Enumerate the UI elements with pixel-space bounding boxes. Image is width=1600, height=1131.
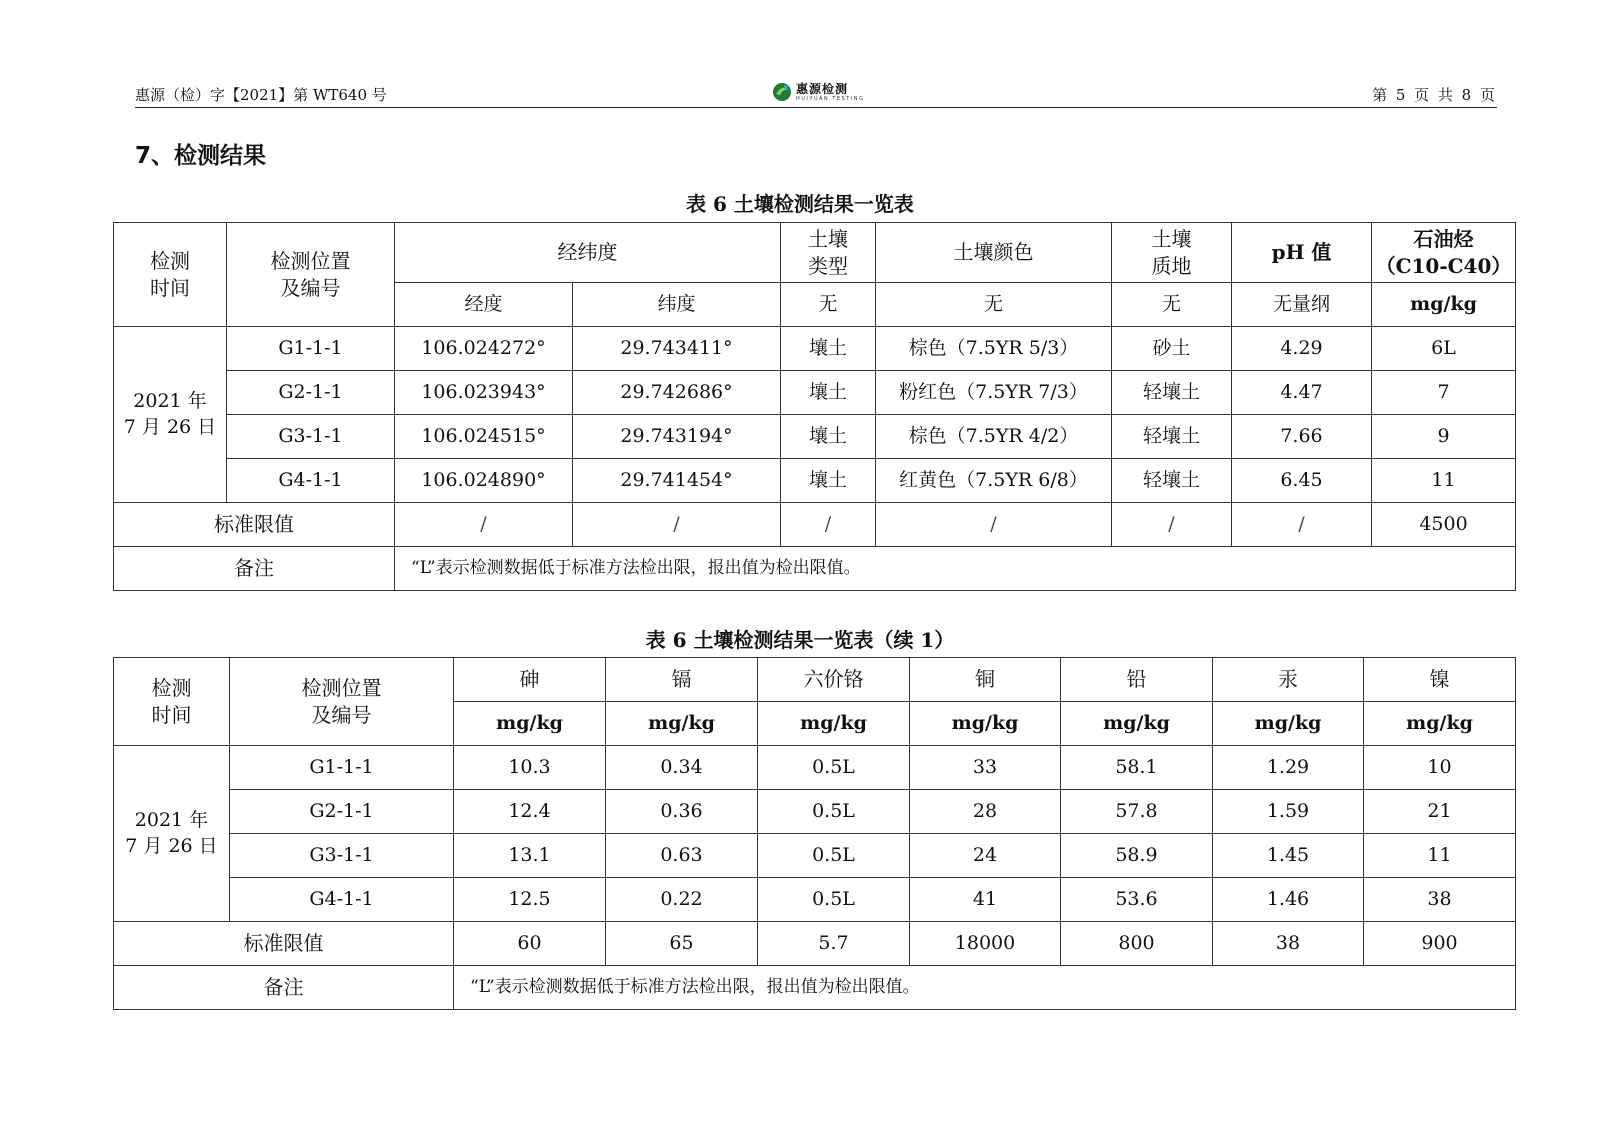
standard-limit-label: 标准限值 [114,922,454,966]
cell-latitude: 29.741454° [573,459,781,503]
cell-soil-texture: 轻壤土 [1112,371,1232,415]
table-row [114,371,1516,415]
standard-limit-value: 900 [1364,922,1516,966]
logo-en-text: HUIYUAN TESTING [796,95,865,102]
table1-caption: 表 6 土壤检测结果一览表 [686,192,914,216]
cell-soil-type: 壤土 [781,327,876,371]
table-row [114,790,1516,834]
cell-petroleum: 7 [1372,371,1516,415]
standard-limit-value: / [1232,503,1372,547]
header-petroleum: 石油烃 （C10-C40） [1372,223,1516,283]
standard-limit-value: / [1112,503,1232,547]
cell-ph: 7.66 [1232,415,1372,459]
doc-number: 惠源（检）字【2021】第 WT640 号 [135,86,387,104]
unit-ph: 无量纲 [1232,283,1372,327]
cell-location: G3-1-1 [227,415,395,459]
standard-limit-value: 60 [454,922,606,966]
header-copper: 铜 [910,658,1061,702]
header-lead: 铅 [1061,658,1213,702]
cell-value: 12.4 [454,790,606,834]
header-nickel: 镍 [1364,658,1516,702]
cell-location: G4-1-1 [230,878,454,922]
unit-cell: mg/kg [910,702,1061,746]
cell-value: 41 [910,878,1061,922]
unit-cell: mg/kg [454,702,606,746]
header-ph: pH 值 [1232,223,1372,283]
standard-limit-value: 38 [1213,922,1364,966]
logo-icon [771,82,793,102]
cell-value: 28 [910,790,1061,834]
header-mercury: 汞 [1213,658,1364,702]
unit-longitude: 经度 [395,283,573,327]
cell-value: 0.63 [606,834,758,878]
cell-soil-texture: 砂土 [1112,327,1232,371]
table-row [114,327,1516,371]
header-time: 检测 时间 [114,658,230,746]
cell-value: 21 [1364,790,1516,834]
unit-cell: mg/kg [1364,702,1516,746]
standard-limit-value: / [573,503,781,547]
cell-location: G4-1-1 [227,459,395,503]
cell-value: 0.22 [606,878,758,922]
cell-value: 57.8 [1061,790,1213,834]
heavy-metals-table [113,657,1516,1010]
cell-value: 53.6 [1061,878,1213,922]
cell-petroleum: 9 [1372,415,1516,459]
cell-ph: 4.47 [1232,371,1372,415]
header-soil-type: 土壤 类型 [781,223,876,283]
standard-limit-value: / [395,503,573,547]
unit-cell: mg/kg [606,702,758,746]
unit-soil-color: 无 [876,283,1112,327]
logo-cn-text: 惠源检测 [796,81,849,96]
cell-value: 58.9 [1061,834,1213,878]
cell-value: 10.3 [454,746,606,790]
cell-soil-color: 棕色（7.5YR 4/2） [876,415,1112,459]
header-hexavalent-chromium: 六价铬 [758,658,910,702]
unit-cell: mg/kg [1061,702,1213,746]
cell-latitude: 29.743411° [573,327,781,371]
cell-value: 0.5L [758,834,910,878]
cell-longitude: 106.024272° [395,327,573,371]
header-soil-color: 土壤颜色 [876,223,1112,283]
header-cadmium: 镉 [606,658,758,702]
header-arsenic: 砷 [454,658,606,702]
note-label: 备注 [114,966,454,1010]
cell-value: 1.45 [1213,834,1364,878]
header-latlon: 经纬度 [395,223,781,283]
cell-soil-texture: 轻壤土 [1112,459,1232,503]
sample-date: 2021 年 7 月 26 日 [114,327,227,503]
page-header [135,80,1497,108]
sample-date: 2021 年 7 月 26 日 [114,746,230,922]
note-text: “L”表示检测数据低于标准方法检出限，报出值为检出限值。 [454,966,1516,1010]
cell-value: 0.5L [758,790,910,834]
cell-value: 1.59 [1213,790,1364,834]
table2-caption: 表 6 土壤检测结果一览表（续 1） [645,628,955,652]
header-time: 检测 时间 [114,223,227,327]
standard-limit-value: / [781,503,876,547]
cell-value: 0.34 [606,746,758,790]
cell-soil-color: 粉红色（7.5YR 7/3） [876,371,1112,415]
cell-ph: 4.29 [1232,327,1372,371]
cell-value: 1.29 [1213,746,1364,790]
cell-location: G1-1-1 [230,746,454,790]
cell-value: 10 [1364,746,1516,790]
cell-soil-texture: 轻壤土 [1112,415,1232,459]
table-row [114,746,1516,790]
header-soil-texture: 土壤 质地 [1112,223,1232,283]
cell-location: G1-1-1 [227,327,395,371]
page-info: 第 5 页 共 8 页 [1372,86,1497,104]
standard-limit-label: 标准限值 [114,503,395,547]
standard-limit-value: / [876,503,1112,547]
cell-location: G2-1-1 [227,371,395,415]
header-location: 检测位置 及编号 [227,223,395,327]
cell-soil-color: 棕色（7.5YR 5/3） [876,327,1112,371]
cell-value: 11 [1364,834,1516,878]
cell-value: 24 [910,834,1061,878]
cell-petroleum: 6L [1372,327,1516,371]
cell-value: 1.46 [1213,878,1364,922]
standard-limit-row [114,503,1516,547]
standard-limit-value: 5.7 [758,922,910,966]
note-row [114,547,1516,591]
table-row [114,878,1516,922]
cell-value: 33 [910,746,1061,790]
cell-longitude: 106.023943° [395,371,573,415]
cell-location: G3-1-1 [230,834,454,878]
cell-latitude: 29.743194° [573,415,781,459]
cell-value: 12.5 [454,878,606,922]
cell-location: G2-1-1 [230,790,454,834]
table-row [114,415,1516,459]
standard-limit-row [114,922,1516,966]
cell-value: 0.5L [758,746,910,790]
unit-soil-type: 无 [781,283,876,327]
unit-cell: mg/kg [1213,702,1364,746]
standard-limit-value: 800 [1061,922,1213,966]
unit-cell: mg/kg [758,702,910,746]
table-row [114,834,1516,878]
cell-soil-type: 壤土 [781,371,876,415]
standard-limit-value: 4500 [1372,503,1516,547]
company-logo [771,82,864,102]
standard-limit-value: 65 [606,922,758,966]
cell-longitude: 106.024890° [395,459,573,503]
unit-petroleum: mg/kg [1372,283,1516,327]
cell-latitude: 29.742686° [573,371,781,415]
cell-value: 38 [1364,878,1516,922]
section-title: 7、检测结果 [135,143,267,169]
cell-soil-type: 壤土 [781,459,876,503]
standard-limit-value: 18000 [910,922,1061,966]
cell-soil-color: 红黄色（7.5YR 6/8） [876,459,1112,503]
cell-value: 13.1 [454,834,606,878]
soil-results-table [113,222,1516,591]
note-text: “L”表示检测数据低于标准方法检出限，报出值为检出限值。 [395,547,1516,591]
cell-petroleum: 11 [1372,459,1516,503]
unit-latitude: 纬度 [573,283,781,327]
cell-value: 0.36 [606,790,758,834]
cell-value: 58.1 [1061,746,1213,790]
cell-value: 0.5L [758,878,910,922]
header-location: 检测位置 及编号 [230,658,454,746]
table-row [114,459,1516,503]
unit-soil-texture: 无 [1112,283,1232,327]
cell-soil-type: 壤土 [781,415,876,459]
note-row [114,966,1516,1010]
cell-longitude: 106.024515° [395,415,573,459]
note-label: 备注 [114,547,395,591]
cell-ph: 6.45 [1232,459,1372,503]
